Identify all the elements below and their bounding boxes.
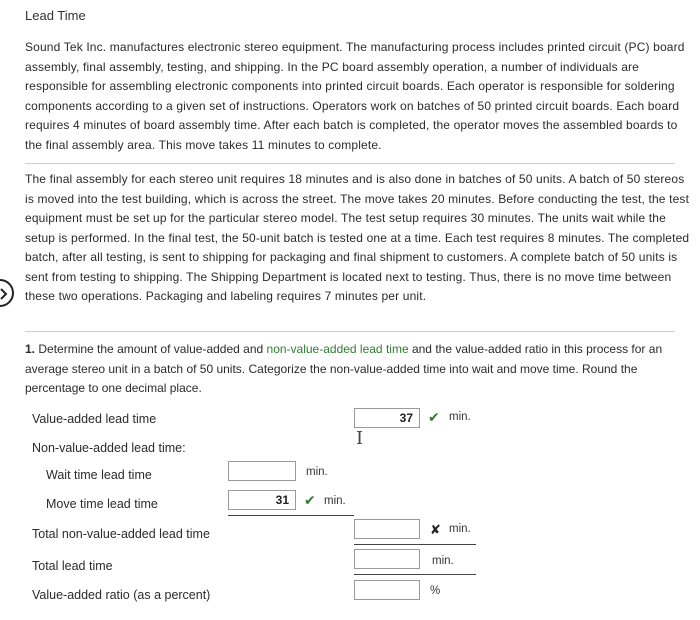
paragraph-details: The final assembly for each stereo unit requires 18 minutes and is also done in batches of 50 units. A batch of 50 stereos is moved into the test building, which is across the street. The move takes 20 minutes. Before conducting the test, the test equipment must be set up for the particular stereo model. The test setup requires 30 minutes. The units wait while the setup is performed. In the final test, the 50-unit batch is tested one at a time. Each test requires 8 minutes. The completed batch, after all testing, is sent to shipping for packaging and final shipment to customers. A complete batch of 50 units is sent from testing to shipping. The Shipping Department is located next to testing. Thus, there is no move time between these two operations. Packaging and labeling requires 7 minutes per unit. — [25, 172, 690, 303]
chevron-right-icon — [0, 288, 8, 300]
move-time-unit: min. — [324, 495, 346, 507]
total-nva-label: Total non-value-added lead time — [32, 527, 210, 541]
value-added-unit: min. — [449, 411, 471, 423]
total-lead-label: Total lead time — [32, 559, 113, 573]
question-number: 1. — [25, 342, 36, 356]
text-cursor-icon: I — [356, 428, 364, 449]
correct-check-icon: ✔ — [428, 409, 440, 425]
total-nva-unit: min. — [449, 523, 471, 535]
question-text — [25, 340, 690, 399]
value-added-label: Value-added lead time — [32, 412, 157, 426]
total-lead-input[interactable] — [354, 549, 420, 569]
nva-header: Non-value-added lead time: — [32, 441, 186, 455]
sum-rule — [228, 515, 354, 516]
question-highlight: non-value-added lead time — [266, 342, 409, 356]
move-time-label: Move time lead time — [46, 497, 158, 511]
value-added-input[interactable]: 37 — [354, 408, 420, 428]
wait-time-input[interactable] — [228, 461, 296, 481]
wait-time-unit: min. — [306, 466, 328, 478]
paragraph-intro: Sound Tek Inc. manufactures electronic stereo equipment. The manufacturing process includes printed circuit (PC) board assembly, final assembly, testing, and shipping. In the PC board assembly operation, a number of individuals are responsible for assembling electronic components into printed circuit boards. Each operator is responsible for soldering components according to a given set of instructions. Operators work on batches of 50 printed circuit boards. Each board requires 4 minutes of board assembly time. After each batch is completed, the operator moves the assembled boards to the final assembly area. This move takes 11 minutes to complete. — [25, 40, 685, 152]
move-time-input[interactable]: 31 — [228, 490, 296, 510]
divider — [25, 163, 675, 164]
ratio-input[interactable] — [354, 580, 420, 600]
question-text-b: and the value-added ratio in this process for an average stereo unit in a batch of 50 units. Categorize the non-value-added time into wait and move time. Round the percentage to one decimal place. — [25, 342, 663, 395]
total-nva-input[interactable] — [354, 519, 420, 539]
wait-time-label: Wait time lead time — [46, 468, 152, 482]
ratio-unit: % — [430, 585, 441, 597]
question-text-a: Determine the amount of value-added and — [38, 342, 267, 356]
correct-check-icon: ✔ — [304, 492, 316, 508]
expand-panel-button[interactable] — [0, 279, 14, 307]
sum-rule — [354, 574, 476, 575]
incorrect-x-icon: ✘ — [430, 522, 441, 537]
divider — [25, 331, 675, 332]
total-lead-unit: min. — [432, 555, 454, 567]
page-title: Lead Time — [25, 8, 86, 23]
ratio-label: Value-added ratio (as a percent) — [32, 588, 211, 602]
sum-rule — [354, 544, 476, 545]
